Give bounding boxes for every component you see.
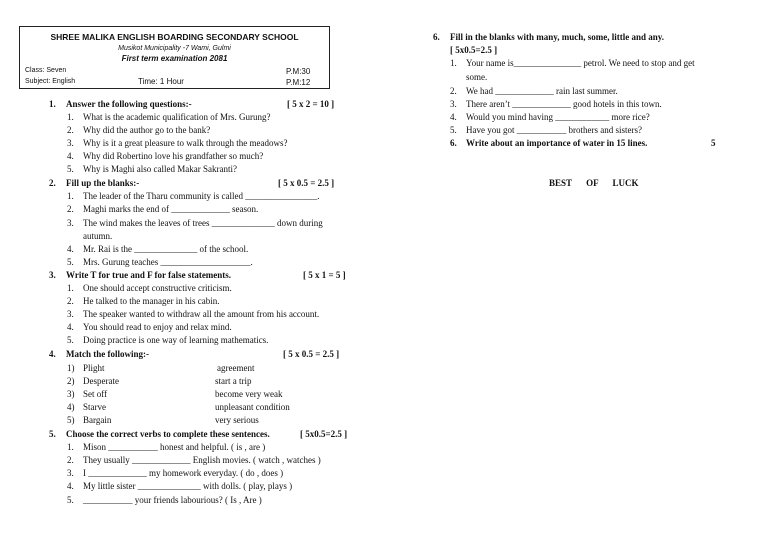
q1-item-number: 1. [67, 112, 74, 122]
q1-item: Why did the author go to the bank? [83, 125, 211, 135]
q1-number: 1. [49, 99, 56, 109]
q4-item-number: 5) [67, 415, 75, 425]
q3-number: 3. [49, 270, 56, 280]
q5-item-number: 1. [67, 442, 74, 452]
q1-item-number: 4. [67, 151, 74, 161]
q6-item-number: 4. [450, 112, 457, 122]
q3-item: He talked to the manager in his cabin. [83, 296, 220, 306]
q5-item-number: 3. [67, 468, 74, 478]
q4-item-number: 3) [67, 389, 75, 399]
q2-title: Fill up the blanks:- [66, 178, 140, 188]
q6-item-number: 2. [450, 86, 457, 96]
q6-item: Would you mind having ____________ more rice? [466, 112, 650, 122]
q3-item: You should read to enjoy and relax mind. [83, 322, 232, 332]
q6-item-continuation: some. [466, 72, 488, 82]
q1-item-number: 2. [67, 125, 74, 135]
q6-marks: [ 5x0.5=2.5 ] [450, 45, 498, 55]
q1-marks: [ 5 x 2 = 10 ] [287, 99, 335, 109]
q5-title: Choose the correct verbs to complete these sentences. [66, 429, 270, 439]
q1-item: Why is it a great pleasure to walk through the meadows? [83, 138, 288, 148]
q2-item-number: 2. [67, 204, 74, 214]
q5-item-number: 5. [67, 495, 74, 505]
q3-title: Write T for true and F for false statements. [66, 270, 232, 280]
q6-item: Your name is_______________ petrol. We need to stop and get [466, 58, 695, 68]
q2-item-number: 1. [67, 191, 74, 201]
q4-item-number: 2) [67, 376, 75, 386]
q2-item-continuation: autumn. [83, 231, 113, 241]
q4-left-item: Plight [83, 363, 105, 373]
pass-marks-1: P.M:30 [286, 67, 311, 76]
time-label: Time: 1 Hour [138, 77, 184, 86]
q5-item-number: 2. [67, 455, 74, 465]
q5-item: I _____________ my homework everyday. ( do , does ) [83, 468, 284, 478]
exam-title: First term examination 2081 [121, 54, 228, 63]
q3-item-number: 1. [67, 283, 74, 293]
q5-item: They usually _____________ English movies. ( watch , watches ) [83, 455, 321, 465]
q6-item: There aren’t _____________ good hotels in this town. [466, 99, 662, 109]
q4-number: 4. [49, 349, 56, 359]
q3-item: Doing practice is one way of learning mathematics. [83, 335, 269, 345]
q2-item-number: 4. [67, 244, 74, 254]
q5-item: My little sister ______________ with dolls. ( play, plays ) [83, 481, 293, 491]
q7-marks: 5 [711, 138, 716, 148]
q2-item-number: 5. [67, 257, 74, 267]
q3-item-number: 3. [67, 309, 74, 319]
q5-item: Mison ___________ honest and helpful. ( is , are ) [83, 442, 266, 452]
q4-item-number: 1) [67, 363, 75, 373]
class-label: Class: Seven [25, 67, 67, 74]
q4-left-item: Set off [83, 389, 108, 399]
q4-marks: [ 5 x 0.5 = 2.5 ] [283, 349, 340, 359]
q3-item: The speaker wanted to withdraw all the amount from his account. [83, 309, 320, 319]
q4-right-item: unpleasant condition [215, 402, 290, 412]
school-name: SHREE MALIKA ENGLISH BOARDING SECONDARY SCHOOL [50, 32, 299, 42]
q2-marks: [ 5 x 0.5 = 2.5 ] [278, 178, 335, 188]
q3-item-number: 4. [67, 322, 74, 332]
q2-item-number: 3. [67, 218, 74, 228]
q2-item: Maghi marks the end of _____________ season. [83, 204, 259, 214]
q4-left-item: Desperate [83, 376, 119, 386]
q6-item: We had _____________ rain last summer. [466, 86, 618, 96]
q4-right-item: start a trip [215, 376, 252, 386]
q5-item-number: 4. [67, 481, 74, 491]
q6-item-number: 3. [450, 99, 457, 109]
q6-number: 6. [433, 32, 440, 42]
q5-number: 5. [49, 429, 56, 439]
q1-item: Why did Robertino love his grandfather so much? [83, 151, 264, 161]
q2-item: Mrs. Gurung teaches ____________________. [83, 257, 253, 267]
q1-title: Answer the following questions:- [66, 99, 192, 109]
q2-item: The wind makes the leaves of trees ______________ down during [83, 218, 323, 228]
q4-right-item: become very weak [215, 389, 283, 399]
q6-title: Fill in the blanks with many, much, some, little and any. [450, 32, 665, 42]
q1-item: What is the academic qualification of Mrs. Gurung? [83, 112, 271, 122]
q3-item-number: 5. [67, 335, 74, 345]
q4-right-item: very serious [215, 415, 259, 425]
q4-title: Match the following:- [66, 349, 149, 359]
q3-item-number: 2. [67, 296, 74, 306]
pass-marks-2: P.M:12 [286, 78, 311, 87]
exam-header-box [19, 26, 330, 89]
q7-number: 6. [450, 138, 457, 148]
q2-number: 2. [49, 178, 56, 188]
closing-message: BEST OF LUCK [549, 178, 639, 188]
q7-title: Write about an importance of water in 15 lines. [466, 138, 648, 148]
q1-item: Why is Maghi also called Makar Sakranti? [83, 164, 237, 174]
q3-item: One should accept constructive criticism. [83, 283, 232, 293]
q3-marks: [ 5 x 1 = 5 ] [303, 270, 346, 280]
q6-item-number: 1. [450, 58, 457, 68]
q1-item-number: 3. [67, 138, 74, 148]
q6-item: Have you got ___________ brothers and sisters? [466, 125, 642, 135]
q4-right-item: agreement [217, 363, 255, 373]
q4-left-item: Starve [83, 402, 106, 412]
q4-item-number: 4) [67, 402, 75, 412]
q1-item-number: 5. [67, 164, 74, 174]
school-address: Musikot Municipality -7 Wami, Gulmi [118, 45, 231, 52]
q2-item: Mr. Rai is the ______________ of the school. [83, 244, 249, 254]
subject-label: Subject: English [25, 78, 76, 85]
q2-item: The leader of the Tharu community is called ________________. [83, 191, 320, 201]
q5-marks: [ 5x0.5=2.5 ] [300, 429, 348, 439]
q6-item-number: 5. [450, 125, 457, 135]
q5-item: ___________ your friends labourious? ( Is , Are ) [83, 495, 262, 505]
q4-left-item: Bargain [83, 415, 112, 425]
